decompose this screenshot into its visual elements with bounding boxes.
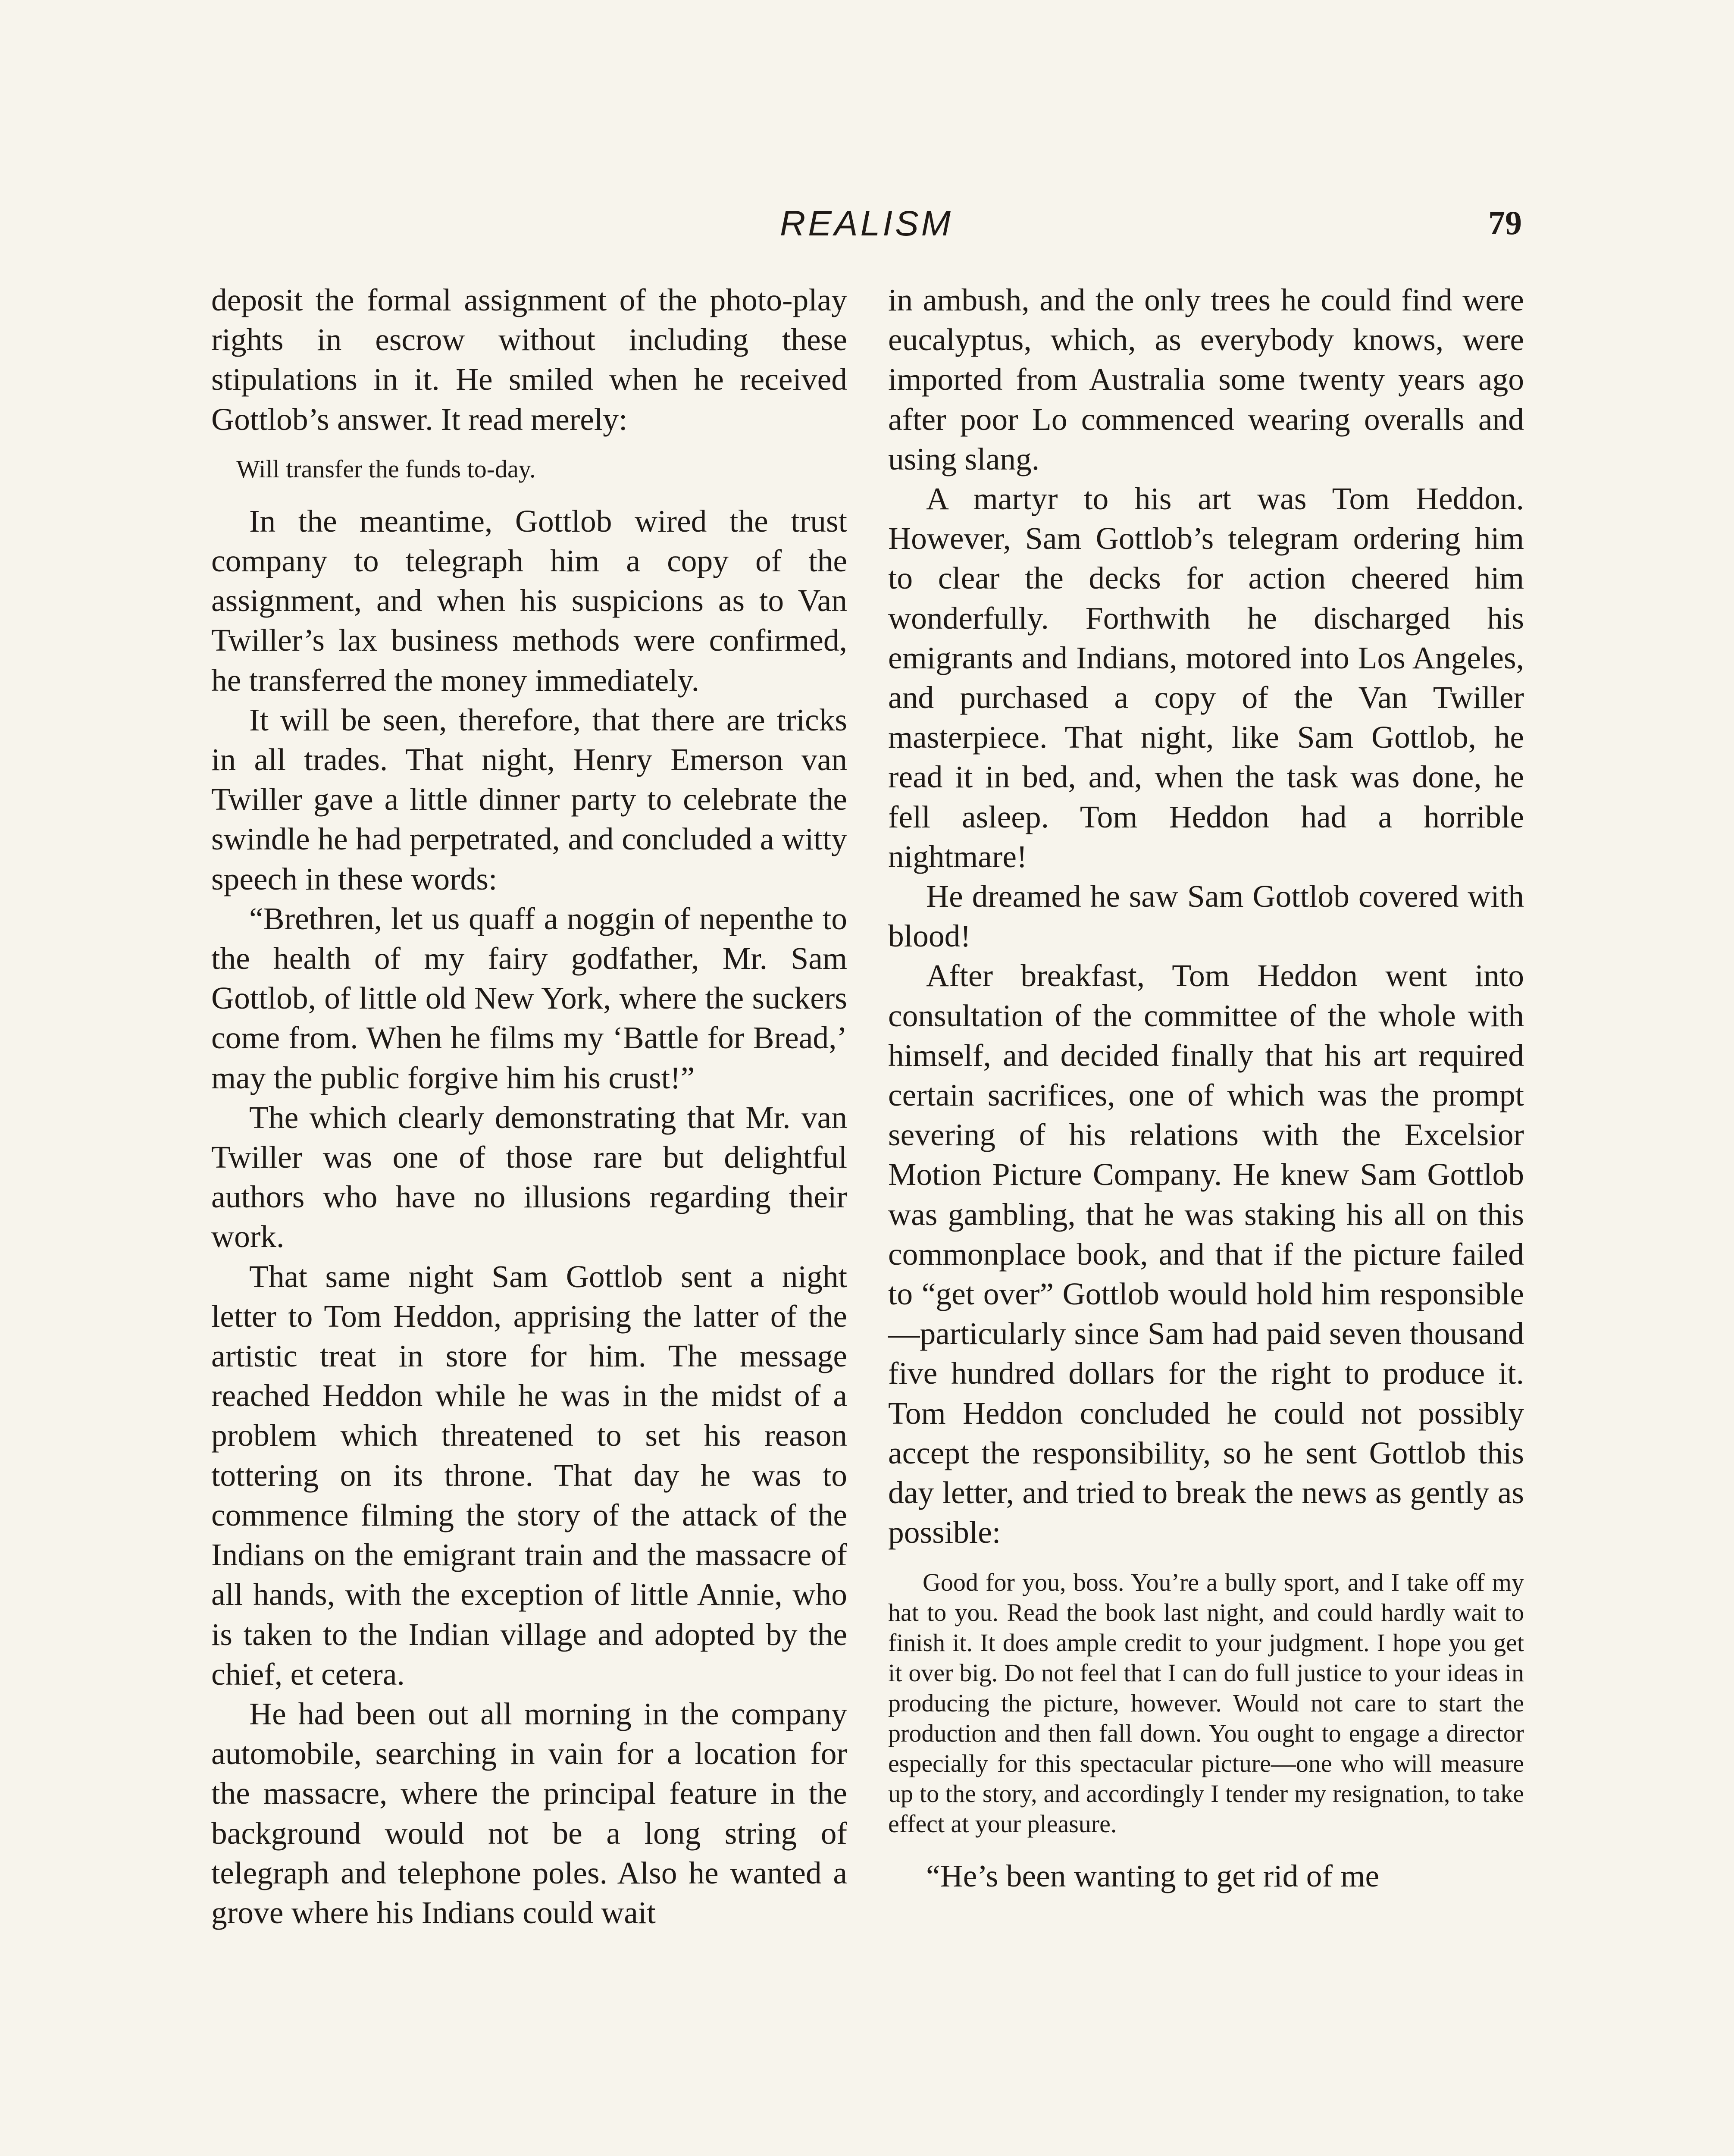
- page-header: [211, 204, 1522, 255]
- paragraph: in ambush, and the only trees he could find were eucalyptus, which, as everybody knows, were imported from Australia some twenty years ago after poor Lo commenced wearing overalls and using slang.: [888, 282, 1524, 476]
- paragraph: He had been out all morning in the company automobile, searching in vain for a location for the massacre, where the principal feature in the background would not be a long string of telegraph and telephone poles. Also he wanted a grove where his Indians could wait: [211, 1696, 847, 1930]
- right-column: [888, 280, 1524, 1896]
- telegram-quote: Will transfer the funds to-day.: [236, 454, 536, 483]
- running-title: REALISM: [780, 204, 953, 243]
- paragraph: After breakfast, Tom Heddon went into consultation of the committee of the whole with himself, and decided finally that his art required certain sacrifices, one of which was the prompt severing of his relations with the Excelsior Motion Picture Company. He knew Sam Gottlob was gambling, that he was staking his all on this commonplace book, and that if the picture failed to “get over” Gottlob would hold him responsible—particularly since Sam had paid seven thousand five hundred dollars for the right to produce it. Tom Heddon concluded he could not possibly accept the responsibility, so he sent Gottlob this day letter, and tried to break the news as gently as possible:: [888, 958, 1524, 1550]
- left-column: [211, 280, 847, 1933]
- paragraph: It will be seen, therefore, that there are tricks in all trades. That night, Henry Emerson van Twiller gave a little dinner party to celebrate the swindle he had perpetrated, and concluded a witty speech in these words:: [211, 702, 847, 896]
- paragraph: That same night Sam Gottlob sent a night letter to Tom Heddon, apprising the latter of the artistic treat in store for him. The message reached Heddon while he was in the midst of a problem which threatened to set his reason tottering on its throne. That day he was to commence filming the story of the attack of the Indians on the emigrant train and the massacre of all hands, with the exception of little Annie, who is taken to the Indian village and adopted by the chief, et cetera.: [211, 1259, 847, 1692]
- paragraph: A martyr to his art was Tom Heddon. However, Sam Gottlob’s telegram ordering him to clear the decks for action cheered him wonderfully. Forthwith he discharged his emigrants and Indians, motored into Los Angeles, and purchased a copy of the Van Twiller masterpiece. That night, like Sam Gottlob, he read it in bed, and, when the task was done, he fell asleep. Tom Heddon had a horrible nightmare!: [888, 481, 1524, 874]
- paragraph: He dreamed he saw Sam Gottlob covered with blood!: [888, 879, 1524, 954]
- paragraph: “Brethren, let us quaff a noggin of nepenthe to the health of my fairy godfather, Mr. Sam Gottlob, of little old New York, where the suckers come from. When he films my ‘Battle for Bread,’ may the public forgive him his crust!”: [211, 901, 847, 1095]
- page-number: 79: [1488, 204, 1522, 241]
- day-letter-quote: Good for you, boss. You’re a bully sport, and I take off my hat to you. Read the book last night, and could hardly wait to finish it. It does ample credit to your judgment. I hope you get it over big. Do not feel that I can do full justice to your ideas in producing the picture, however. Would not care to start the production and then fall down. You ought to engage a director especially for this spectacular picture—one who will measure up to the story, and accordingly I tender my resignation, to take effect at your pleasure.: [888, 1568, 1524, 1838]
- paragraph: The which clearly demonstrating that Mr. van Twiller was one of those rare but delightful authors who have no illusions regarding their work.: [211, 1100, 847, 1254]
- paragraph: “He’s been wanting to get rid of me: [926, 1858, 1380, 1893]
- paragraph: In the meantime, Gottlob wired the trust company to telegraph him a copy of the assignment, and when his suspicions as to Van Twiller’s lax business methods were confirmed, he transferred the money immediately.: [211, 503, 847, 698]
- paragraph: deposit the formal assignment of the photo-play rights in escrow without including these stipulations in it. He smiled when he received Gottlob’s answer. It read merely:: [211, 282, 847, 437]
